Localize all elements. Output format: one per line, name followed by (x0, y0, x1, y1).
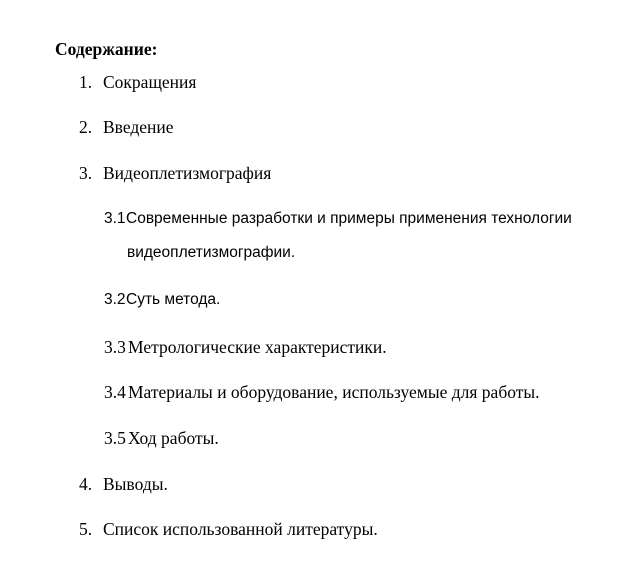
toc-item-label: Выводы. (103, 474, 168, 494)
toc-item-number: 3.1 (104, 210, 126, 227)
toc-item-label: Список использованной литературы. (103, 519, 378, 539)
toc-item-3-1-continuation: видеоплетизмографии. (127, 244, 296, 261)
toc-title: Содержание: (55, 39, 158, 59)
toc-item-label: Материалы и оборудование, используемые для работы. (128, 382, 540, 402)
toc-item-label: Видеоплетизмография (103, 163, 272, 183)
toc-item-number: 5. (79, 519, 93, 539)
toc-item-number: 3.5 (104, 428, 126, 448)
toc-item-number: 3.4 (104, 382, 126, 402)
toc-item-number: 3.3 (104, 337, 126, 357)
toc-item-number: 4. (79, 474, 93, 494)
toc-item-label: Современные разработки и примеры применения технологии (126, 210, 572, 227)
toc-item-number: 1. (79, 72, 93, 92)
toc-item-number: 3.2 (104, 291, 126, 308)
toc-item-label: Введение (103, 117, 174, 137)
toc-item-label: Суть метода. (126, 291, 221, 308)
toc-item-label: Ход работы. (128, 428, 219, 448)
toc-item-number: 2. (79, 117, 93, 137)
toc-item-label: Метрологические характеристики. (128, 337, 387, 357)
toc-item-number: 3. (79, 163, 93, 183)
toc-item-label: Сокращения (103, 72, 197, 92)
